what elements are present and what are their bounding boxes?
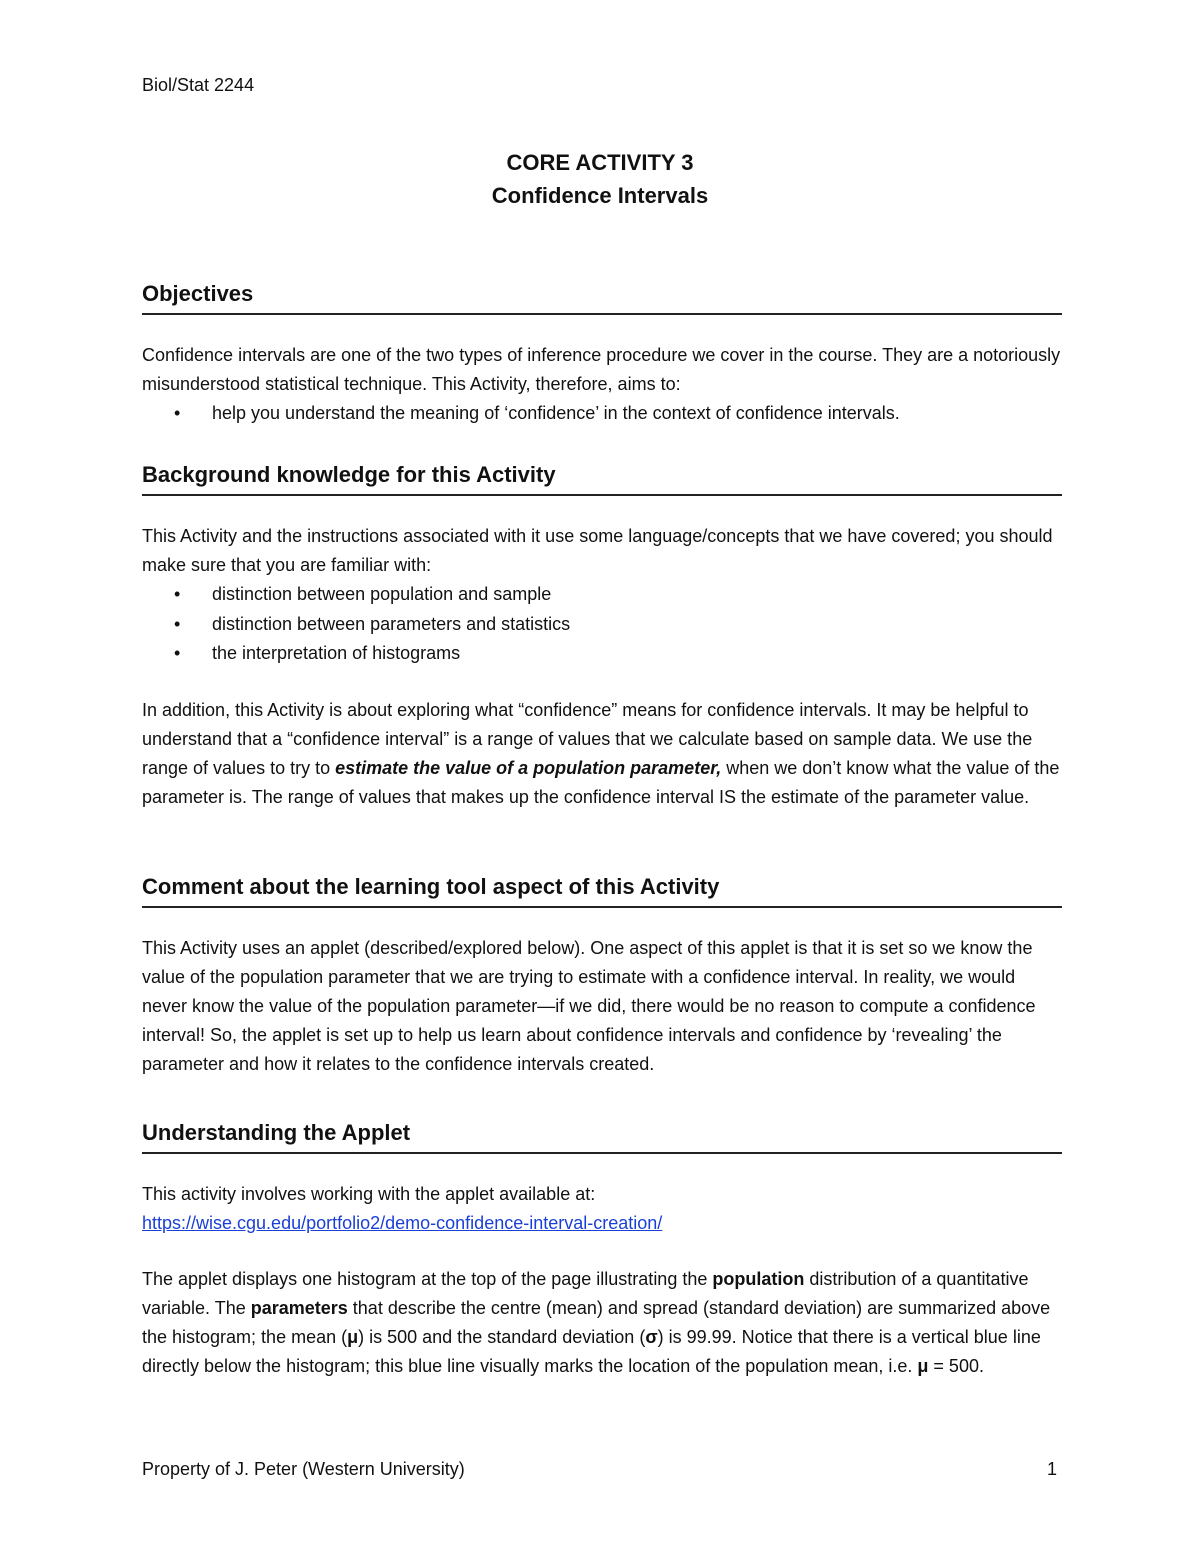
bullet-icon: • xyxy=(174,584,181,604)
background-heading: Background knowledge for this Activity xyxy=(142,460,1062,496)
applet-link[interactable]: https://wise.cgu.edu/portfolio2/demo-confidence-interval-creation/ xyxy=(142,1213,663,1233)
comment-heading: Comment about the learning tool aspect of this Activity xyxy=(142,872,1062,908)
section-applet xyxy=(142,1118,1062,1381)
background-bullet-list xyxy=(142,580,1062,669)
comment-paragraph: This Activity uses an applet (described/explored below). One aspect of this applet is that it is set so we know the value of the population parameter that we are trying to estimate with a confidence interval. In reality, we would never know the value of the population parameter—if we did, there would be no reason to compute a confidence interval! So, the applet is set up to help us learn about confidence intervals and confidence by ‘revealing’ the parameter and how it relates to the confidence intervals created. xyxy=(142,938,1036,1074)
applet-heading: Understanding the Applet xyxy=(142,1118,1062,1154)
objectives-heading: Objectives xyxy=(142,279,1062,315)
page-number: 1 xyxy=(1046,1459,1057,1479)
title-block xyxy=(0,146,1200,212)
objectives-bullet-list xyxy=(142,399,1062,429)
bullet-icon: • xyxy=(174,613,181,634)
bullet-icon: • xyxy=(174,403,181,423)
list-item: • distinction between population and sample xyxy=(142,580,1062,610)
applet-intro: This activity involves working with the applet available at: xyxy=(142,1184,596,1204)
applet-paragraph: The applet displays one histogram at the top of the page illustrating the population distribution of a quantitative variable. The parameters that describe the centre (mean) and spread (standard deviation) are summarized above the histogram; the mean (μ) is 500 and the standard deviation (σ) is 99.99. Notice that there is a vertical blue line directly below the histogram; this blue line visually marks the location of the population mean, i.e. μ = 500. xyxy=(142,1269,1051,1376)
footer-attribution: Property of J. Peter (Western University) xyxy=(142,1459,465,1479)
section-comment xyxy=(142,872,1062,1079)
section-objectives xyxy=(142,279,1062,429)
list-item: • distinction between parameters and statistics xyxy=(142,610,1062,640)
background-paragraph-1: This Activity and the instructions associated with it use some language/concepts that we have covered; you should make sure that you are familiar with: xyxy=(142,526,1053,575)
emphasis-text: estimate the value of a population parameter, xyxy=(335,757,722,778)
background-paragraph-2: In addition, this Activity is about exploring what “confidence” means for confidence intervals. It may be helpful to understand that a “confidence interval” is a range of values that we calculate based on sample data. We use the range of values to try to estimate the value of a population parameter, when we don’t know what the value of the parameter is. The range of values that makes up the confidence interval IS the estimate of the parameter value. xyxy=(142,699,1060,807)
applet-link-line xyxy=(142,1209,1062,1238)
title-line-2: Confidence Intervals xyxy=(491,183,709,208)
list-item: • the interpretation of histograms xyxy=(142,639,1062,669)
section-background xyxy=(142,460,1062,812)
objectives-paragraph: Confidence intervals are one of the two types of inference procedure we cover in the course. They are a notoriously misunderstood statistical technique. This Activity, therefore, aims to: xyxy=(142,345,1061,394)
title-line-1: CORE ACTIVITY 3 xyxy=(506,150,694,175)
course-header: Biol/Stat 2244 xyxy=(142,75,255,95)
bullet-icon: • xyxy=(174,643,181,663)
list-item: • help you understand the meaning of ‘confidence’ in the context of confidence intervals. xyxy=(142,399,1062,429)
